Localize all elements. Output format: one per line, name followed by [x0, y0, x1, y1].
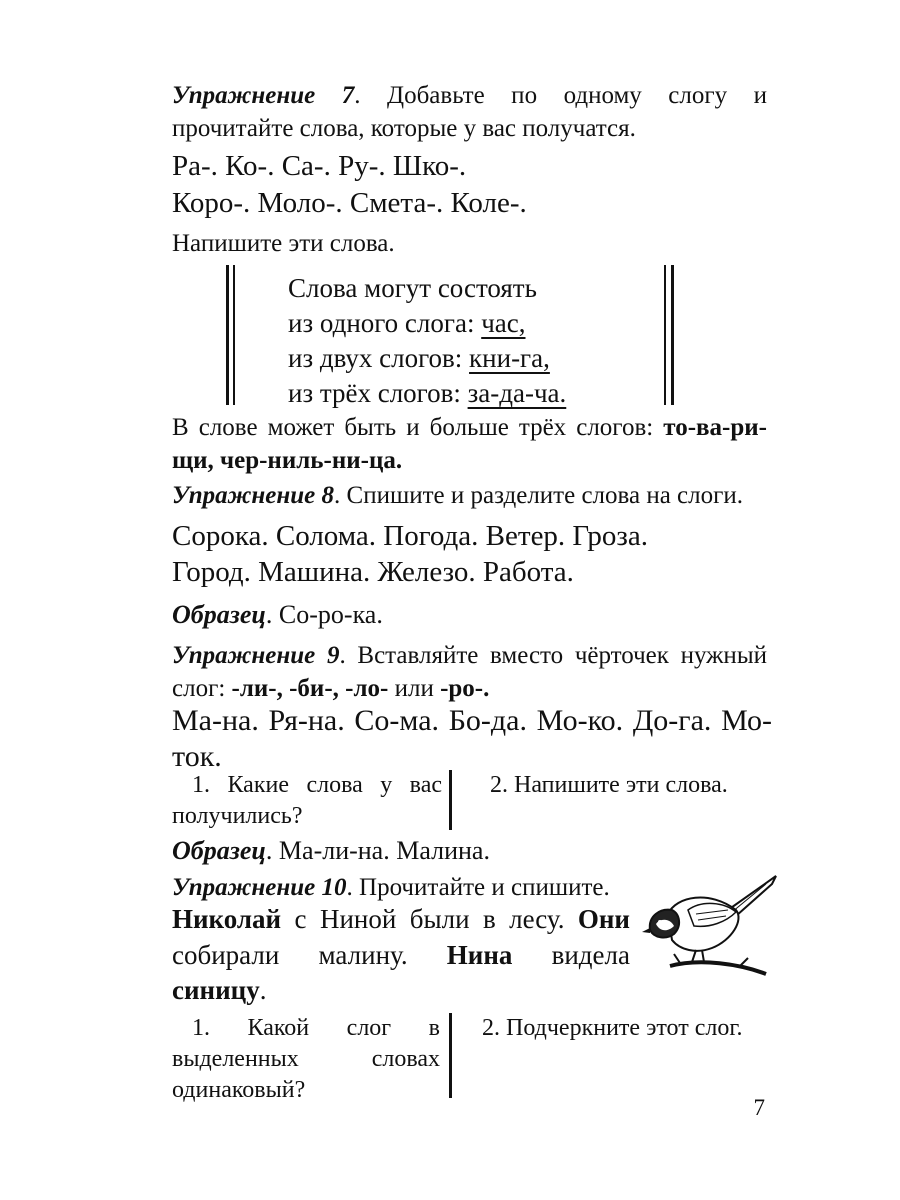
- exercise-8-sample-text: . Со-ро-ка.: [265, 600, 383, 629]
- exercise-9-syllables: -ли-, -би-, -ло-: [231, 674, 389, 702]
- exercise-8-line-1: Сорока. Солома. Погода. Ветер. Гроза.: [172, 520, 648, 552]
- exercise-9-title: Упражнение 9: [172, 642, 340, 669]
- exercise-9-sample-label: Образец: [172, 836, 266, 865]
- exercise-9-question-2: 2. Напишите эти слова.: [490, 772, 728, 798]
- exercise-9-instruction: [172, 640, 767, 705]
- bird-illustration: [640, 870, 780, 980]
- rule-line-3: [288, 341, 566, 376]
- rule-line-4-prefix: из трёх слогов:: [288, 378, 468, 409]
- exercise-10-text: . Прочитайте и спишите.: [346, 874, 610, 901]
- exercise-10-text-body: [172, 902, 630, 1009]
- exercise-7-task: Напишите эти слова.: [172, 230, 395, 257]
- exercise-9-end: .: [483, 674, 490, 702]
- rule-line-2: [288, 306, 566, 341]
- exercise-10-questions: [172, 1013, 767, 1104]
- exercise-10-instruction: [172, 872, 652, 905]
- rule-line-3-prefix: из двух слогов:: [288, 343, 470, 374]
- rule-right-bar-1: [664, 265, 666, 405]
- exercise-7-instruction: [172, 80, 767, 145]
- exercise-8-instruction: [172, 480, 767, 513]
- rule-line-4: [288, 376, 566, 411]
- exercise-9-words: Ма-на. Ря-на. Со-ма. Бо-да. Мо-ко. До-га. Мо-ток.: [172, 704, 772, 773]
- exercise-9-text: . Вставляйте вместо чёрточек нужный слог:: [172, 642, 767, 702]
- rule-line-2-prefix: из одного слога:: [288, 308, 482, 339]
- highlight-word-nina: Нина: [446, 939, 513, 970]
- exercise-9-last-syllable: -ро-: [440, 674, 484, 702]
- exercise-8-line-2: Город. Машина. Железо. Работа.: [172, 556, 574, 588]
- rule-text: [288, 271, 566, 411]
- exercise-9-sample-text: . Ма-ли-на. Малина.: [265, 836, 490, 865]
- exercise-9-question-1: 1. Какие слова у вас получились?: [172, 772, 442, 830]
- rule-left-bar-2: [233, 265, 235, 405]
- exercise-7-text: . Добавьте по одному слогу и прочитайте слова, которые у вас получатся.: [172, 82, 768, 142]
- exercise-7-title: Упражнение 7: [172, 82, 355, 109]
- exercise-8-title: Упражнение 8: [172, 482, 335, 509]
- rule-right-bar-2: [671, 265, 674, 405]
- exercise-8-sample: [172, 598, 767, 632]
- highlight-word-sinitsu: синицу: [172, 975, 260, 1006]
- rule-example-kniga: кни-га,: [469, 343, 550, 374]
- syllable-note: [172, 412, 767, 477]
- rule-example-zadacha: за-да-ча.: [467, 378, 567, 409]
- highlight-word-nikolay: Николай: [172, 904, 282, 934]
- exercise-7-line-1: Ра-. Ко-. Са-. Ру-. Шко-.: [172, 150, 467, 182]
- exercise-9-question-separator: [449, 770, 452, 830]
- syllable-note-examples: то-ва-ри-щи, чер-ниль-ни-ца.: [172, 414, 767, 474]
- exercise-9-sample: [172, 834, 767, 868]
- exercise-10-text-1: с Ниной были в лесу.: [281, 904, 578, 934]
- exercise-10-title: Упражнение 10: [172, 874, 347, 901]
- syllable-note-text: В слове может быть и больше трёх слогов:: [172, 414, 664, 441]
- exercise-10-question-separator: [449, 1013, 452, 1098]
- rule-line-1: Слова могут состоять: [288, 273, 537, 303]
- exercise-10-text-2: собирали малину.: [172, 939, 447, 970]
- rule-box: [226, 265, 676, 409]
- exercise-10-text-4: .: [259, 975, 267, 1006]
- exercise-7-line-2: Коро-. Моло-. Смета-. Коле-.: [172, 187, 527, 219]
- exercise-10-question-1: 1. Какой слог в выделенных словах одинаковый?: [172, 1015, 440, 1104]
- rule-left-bar-1: [226, 265, 229, 405]
- exercise-8-sample-label: Образец: [172, 600, 266, 629]
- exercise-8-text: . Спишите и разделите слова на слоги.: [334, 482, 744, 509]
- exercise-10-question-2: 2. Подчеркните этот слог.: [482, 1015, 743, 1041]
- rule-example-chas: час,: [481, 308, 526, 339]
- exercise-9-or: или: [388, 674, 441, 702]
- exercise-10-text-3: видела: [512, 939, 630, 970]
- exercise-9-questions: [172, 770, 767, 830]
- highlight-word-oni: Они: [577, 904, 630, 934]
- page-number: 7: [753, 1095, 765, 1120]
